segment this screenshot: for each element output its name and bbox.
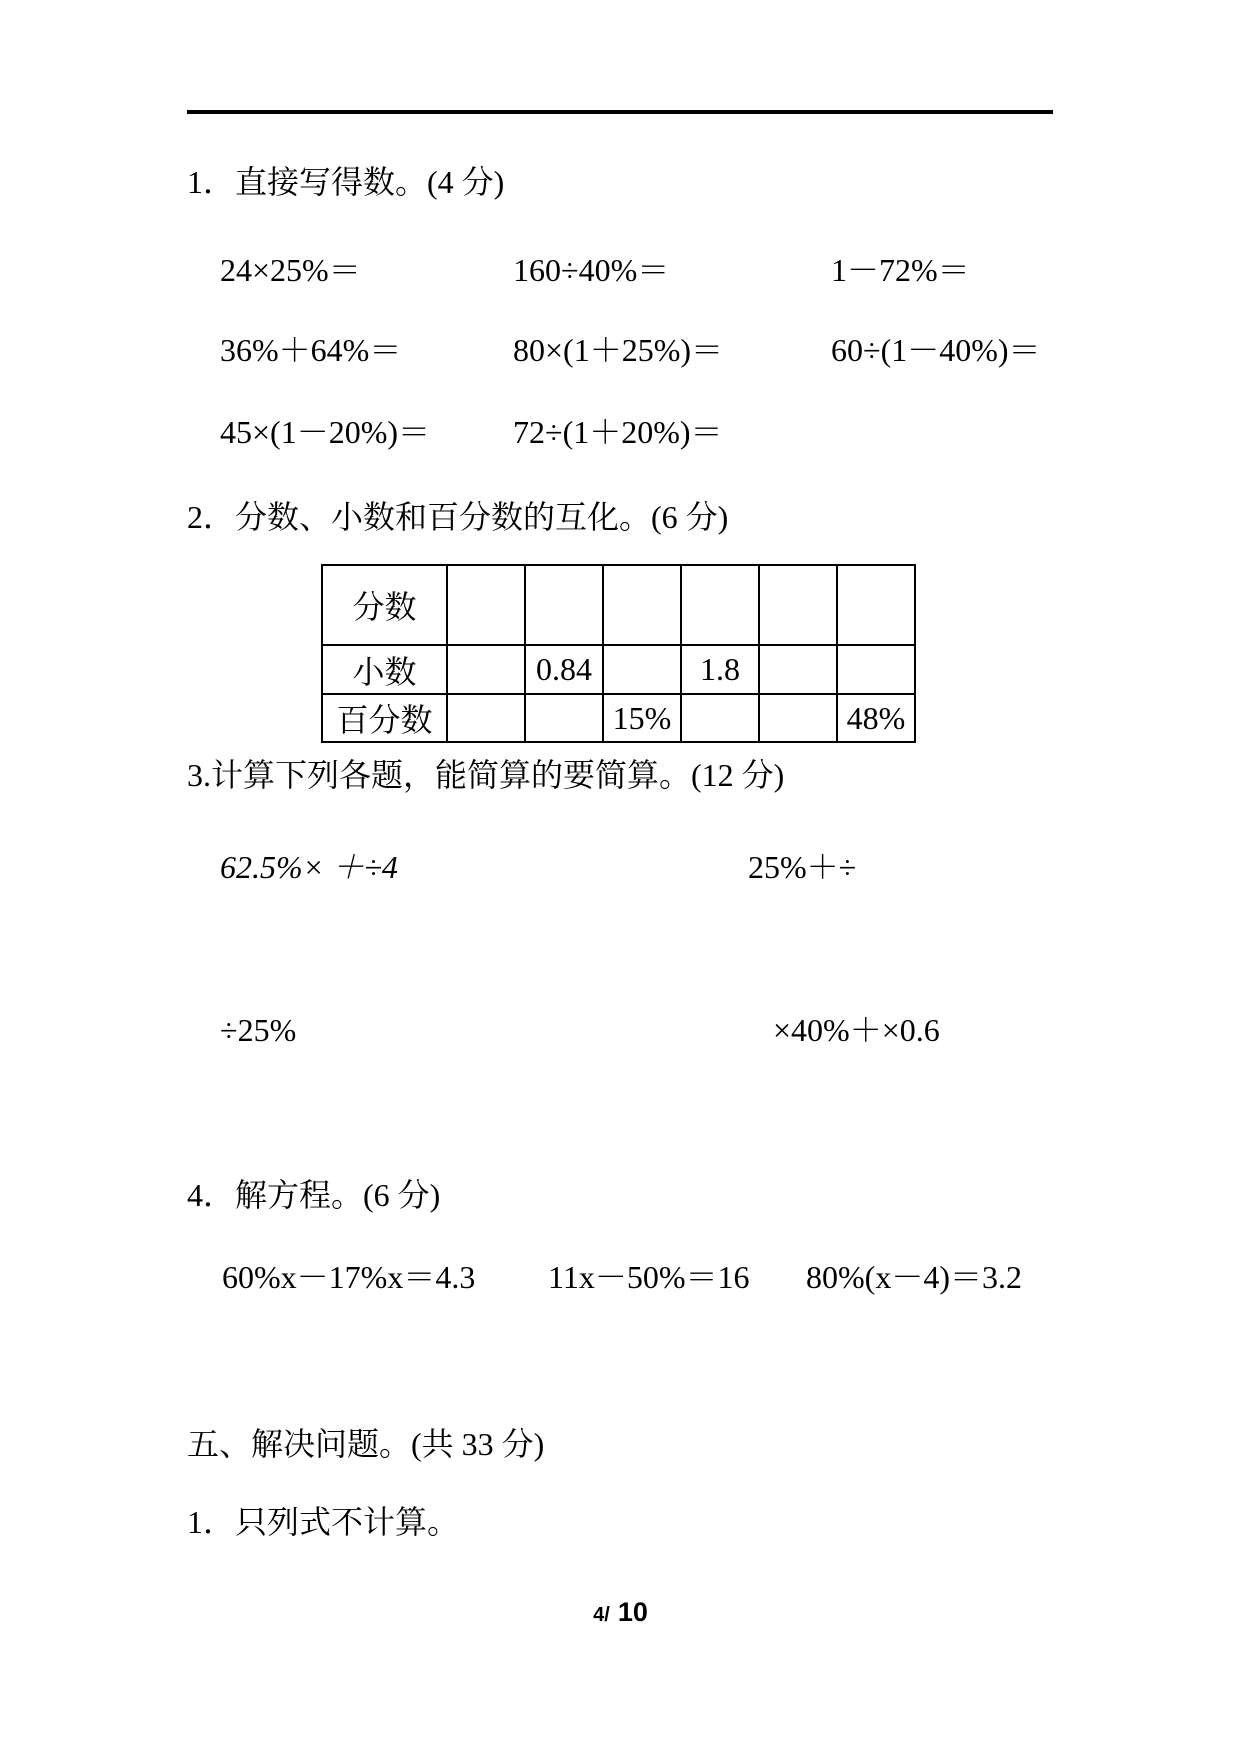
q1-problem-1: 24×25%＝ xyxy=(220,252,361,288)
q4-equation-3: 80%(x－4)＝3.2 xyxy=(806,1259,1022,1295)
q1-problem-3: 1－72%＝ xyxy=(831,252,970,288)
table-cell xyxy=(603,645,681,694)
table-cell: 0.84 xyxy=(525,645,603,694)
q3-expression-4: ×40%＋×0.6 xyxy=(773,1012,940,1048)
question-3-title: 3.计算下列各题，能简算的要简算。(12 分) xyxy=(187,757,785,793)
row-header-decimal: 小数 xyxy=(322,645,447,694)
table-cell xyxy=(681,565,759,645)
table-cell xyxy=(525,565,603,645)
q3-expression-1: 62.5%× ＋÷4 xyxy=(220,849,398,885)
header-rule xyxy=(187,110,1053,114)
q3-expression-3: ÷25% xyxy=(220,1012,297,1048)
table-cell xyxy=(759,565,837,645)
q4-equation-1: 60%x－17%x＝4.3 xyxy=(222,1259,476,1295)
table-cell xyxy=(447,565,525,645)
table-cell xyxy=(603,565,681,645)
table-cell: 48% xyxy=(837,694,915,742)
question-4-title: 4．解方程。(6 分) xyxy=(187,1177,441,1213)
table-cell: 15% xyxy=(603,694,681,742)
question-1-title: 1．直接写得数。(4 分) xyxy=(187,164,505,200)
table-row xyxy=(322,565,915,645)
q1-problem-2: 160÷40%＝ xyxy=(513,252,670,288)
question-2-title: 2．分数、小数和百分数的互化。(6 分) xyxy=(187,499,729,535)
table-row xyxy=(322,645,915,694)
table-cell xyxy=(759,645,837,694)
q1-problem-8: 72÷(1＋20%)＝ xyxy=(513,414,723,450)
q1-problem-7: 45×(1－20%)＝ xyxy=(220,414,431,450)
row-header-fraction: 分数 xyxy=(322,565,447,645)
table-row xyxy=(322,694,915,742)
q5-item-1: 1．只列式不计算。 xyxy=(187,1504,460,1540)
conversion-table xyxy=(321,564,916,743)
row-header-percent: 百分数 xyxy=(322,694,447,742)
table-cell xyxy=(837,645,915,694)
page-footer xyxy=(0,1597,1241,1628)
table-cell xyxy=(525,694,603,742)
q3-expression-2: 25%＋÷ xyxy=(748,849,857,885)
page-number-total: 10 xyxy=(617,1597,648,1627)
q4-equation-2: 11x－50%＝16 xyxy=(548,1259,750,1295)
question-5-title: 五、解决问题。(共 33 分) xyxy=(187,1426,545,1462)
table-cell xyxy=(837,565,915,645)
q1-problem-6: 60÷(1－40%)＝ xyxy=(831,332,1041,368)
table-cell: 1.8 xyxy=(681,645,759,694)
q1-problem-5: 80×(1＋25%)＝ xyxy=(513,332,724,368)
table-cell xyxy=(447,694,525,742)
table-cell xyxy=(447,645,525,694)
table-cell xyxy=(759,694,837,742)
table-cell xyxy=(681,694,759,742)
page-number-current: 4/ xyxy=(593,1604,610,1626)
q1-problem-4: 36%＋64%＝ xyxy=(220,332,402,368)
